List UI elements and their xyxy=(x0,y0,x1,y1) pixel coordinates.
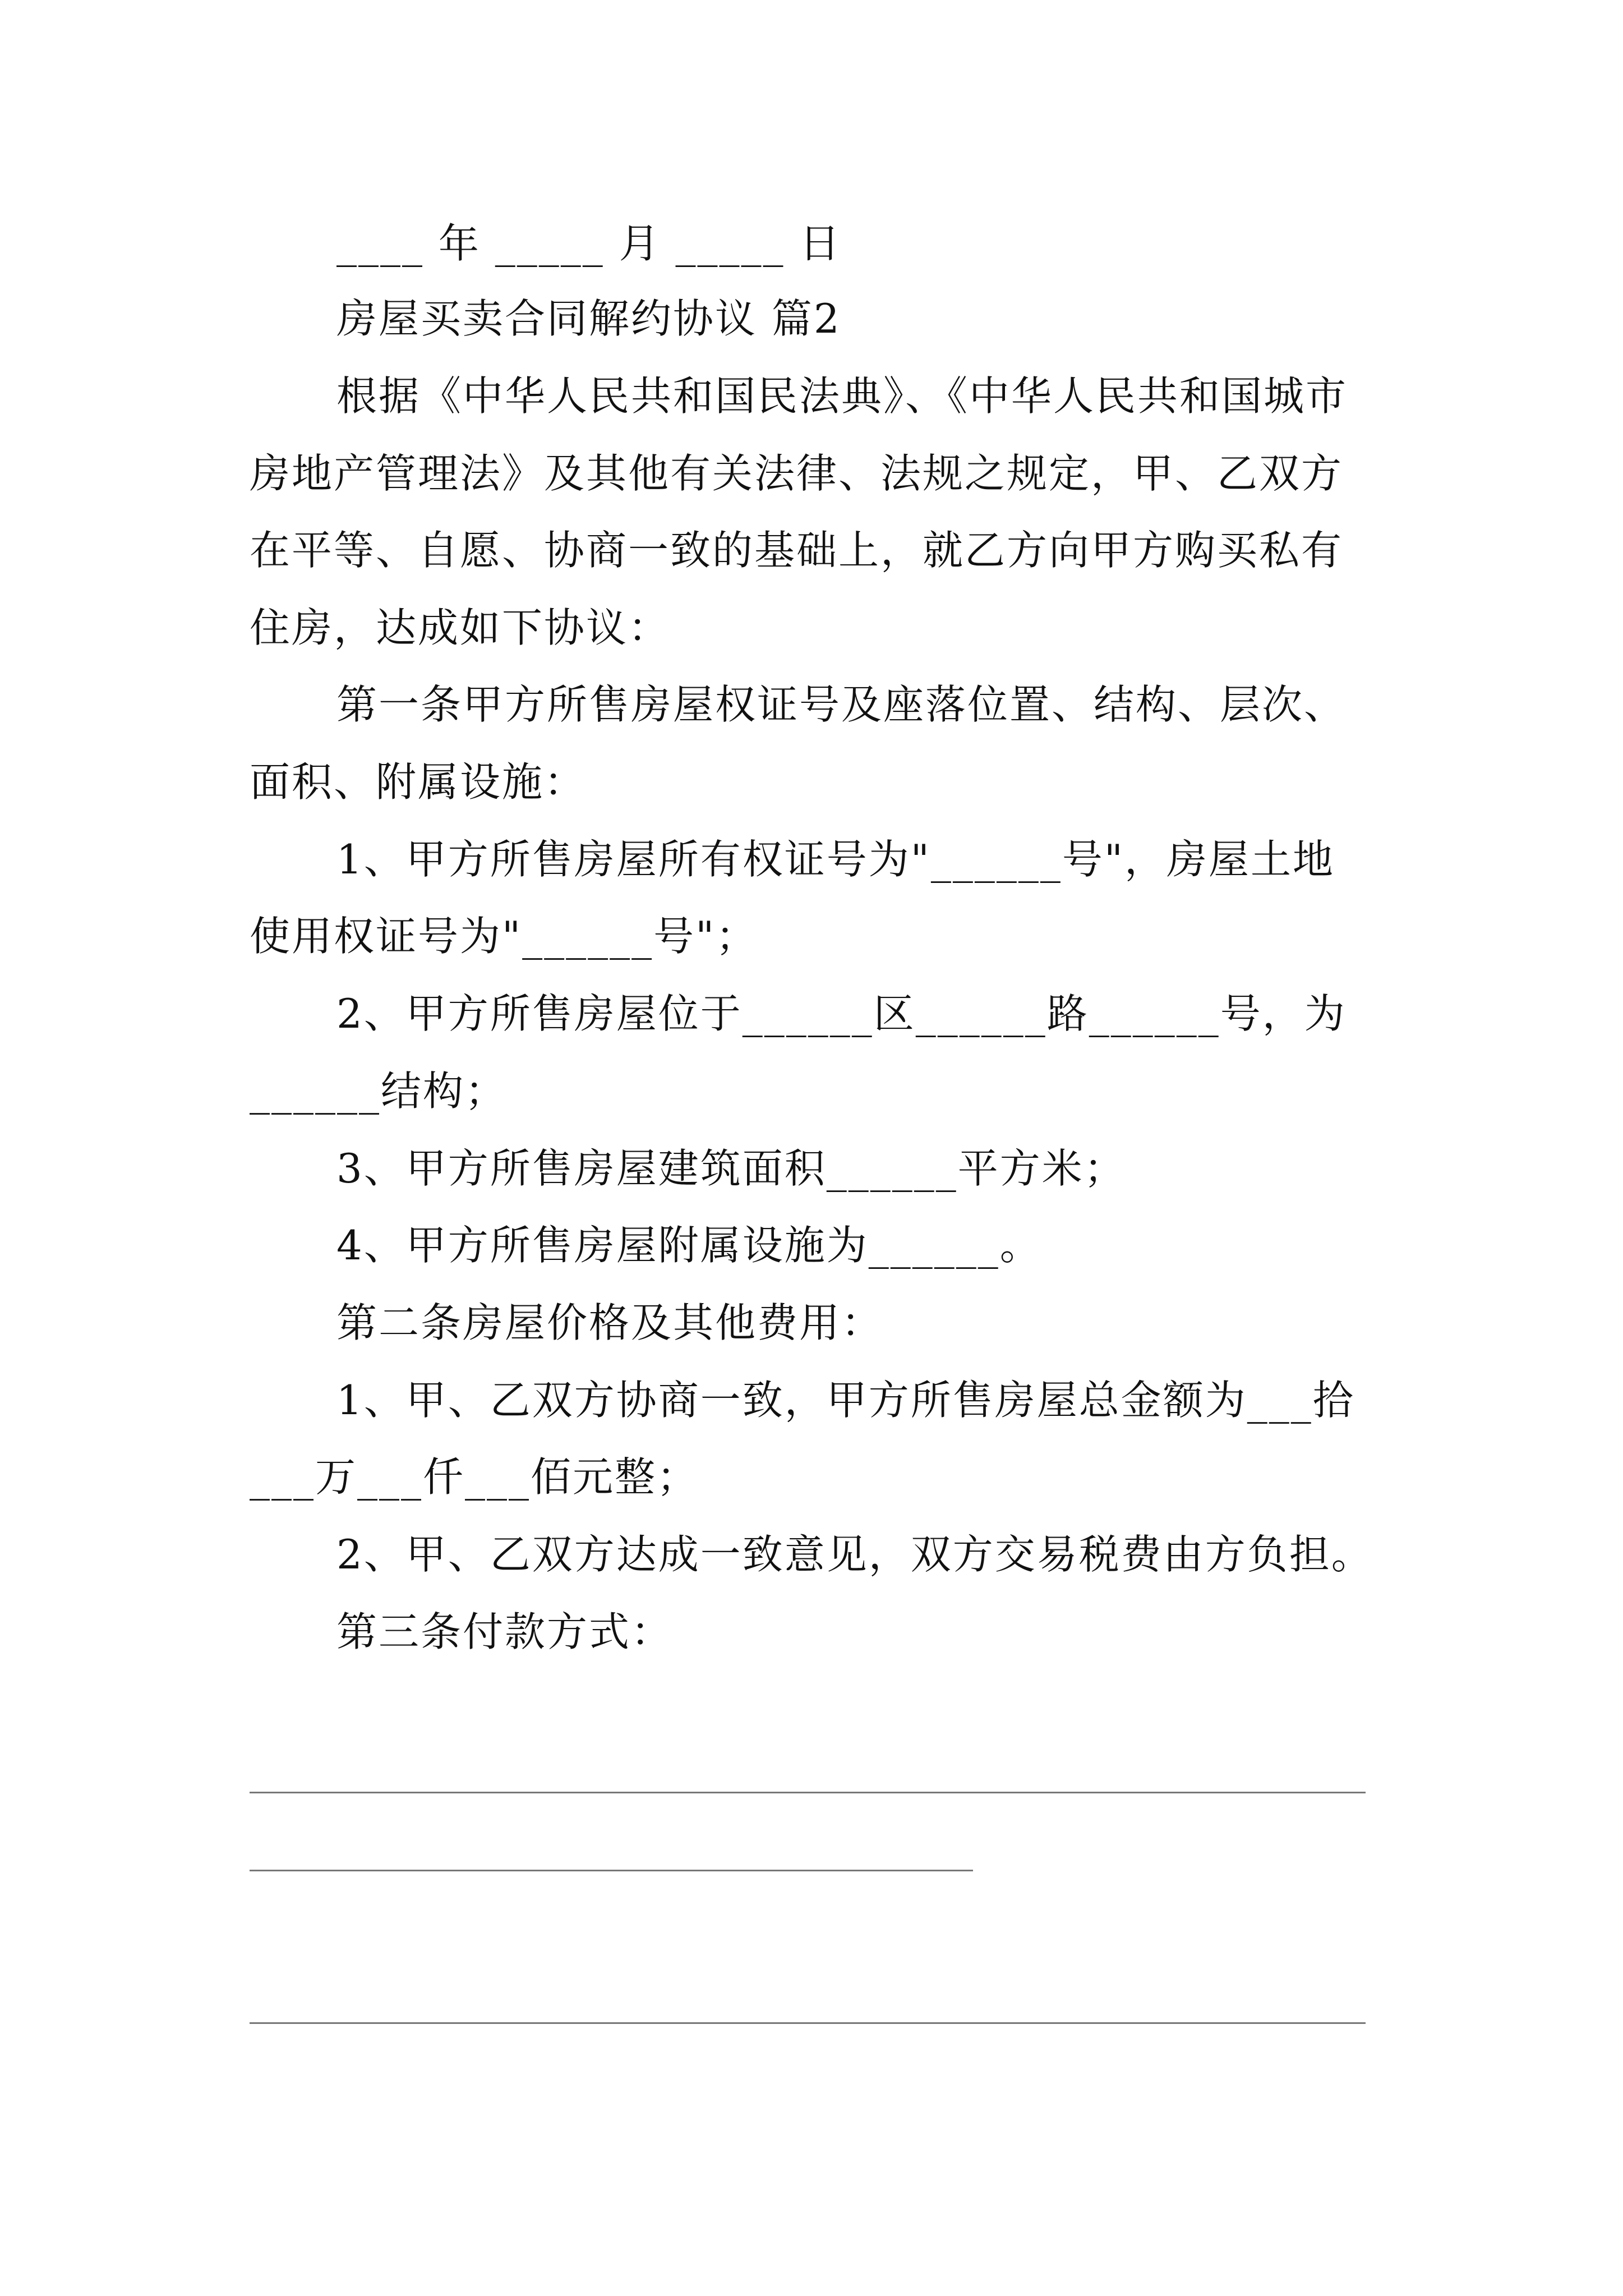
section-title: 房屋买卖合同解约协议 篇2 xyxy=(336,295,841,342)
blank-rule xyxy=(250,1792,1366,1793)
clause-heading: 第二条房屋价格及其他费用： xyxy=(336,1299,884,1346)
paragraph-line: 使用权证号为"______号"； xyxy=(250,913,758,960)
blank-rule xyxy=(250,1870,973,1871)
clause-item: 1、甲、乙双方协商一致，甲方所售房屋总金额为___拾 xyxy=(336,1377,1355,1424)
paragraph-line: 在平等、自愿、协商一致的基础上，就乙方向甲方购买私有 xyxy=(250,527,1344,574)
clause-heading: 第三条付款方式： xyxy=(336,1608,674,1655)
clause-item: 2、甲方所售房屋位于______区______路______号，为 xyxy=(336,990,1347,1037)
paragraph-line: 住房，达成如下协议： xyxy=(250,604,671,651)
paragraph-line: 面积、附属设施： xyxy=(250,758,587,806)
clause-item: 1、甲方所售房屋所有权证号为"______号"，房屋土地 xyxy=(336,836,1335,883)
paragraph-line: 房地产管理法》及其他有关法律、法规之规定，甲、乙双方 xyxy=(250,450,1344,497)
blank-rule xyxy=(250,2022,1366,2024)
clause-item: 2、甲、乙双方达成一致意见，双方交易税费由方负担。 xyxy=(336,1531,1373,1578)
paragraph-line: 根据《中华人民共和国民法典》、《中华人民共和国城市 xyxy=(336,372,1348,420)
paragraph-line: ___万___仟___佰元整； xyxy=(250,1453,699,1501)
clause-item: 4、甲方所售房屋附属设施为______。 xyxy=(336,1222,1042,1269)
paragraph-line: ______结构； xyxy=(250,1068,508,1115)
date-line: ____ 年 _____ 月 _____ 日 xyxy=(336,220,842,267)
clause-heading: 第一条甲方所售房屋权证号及座落位置、结构、层次、 xyxy=(336,681,1347,728)
clause-item: 3、甲方所售房屋建筑面积______平方米； xyxy=(336,1145,1126,1192)
